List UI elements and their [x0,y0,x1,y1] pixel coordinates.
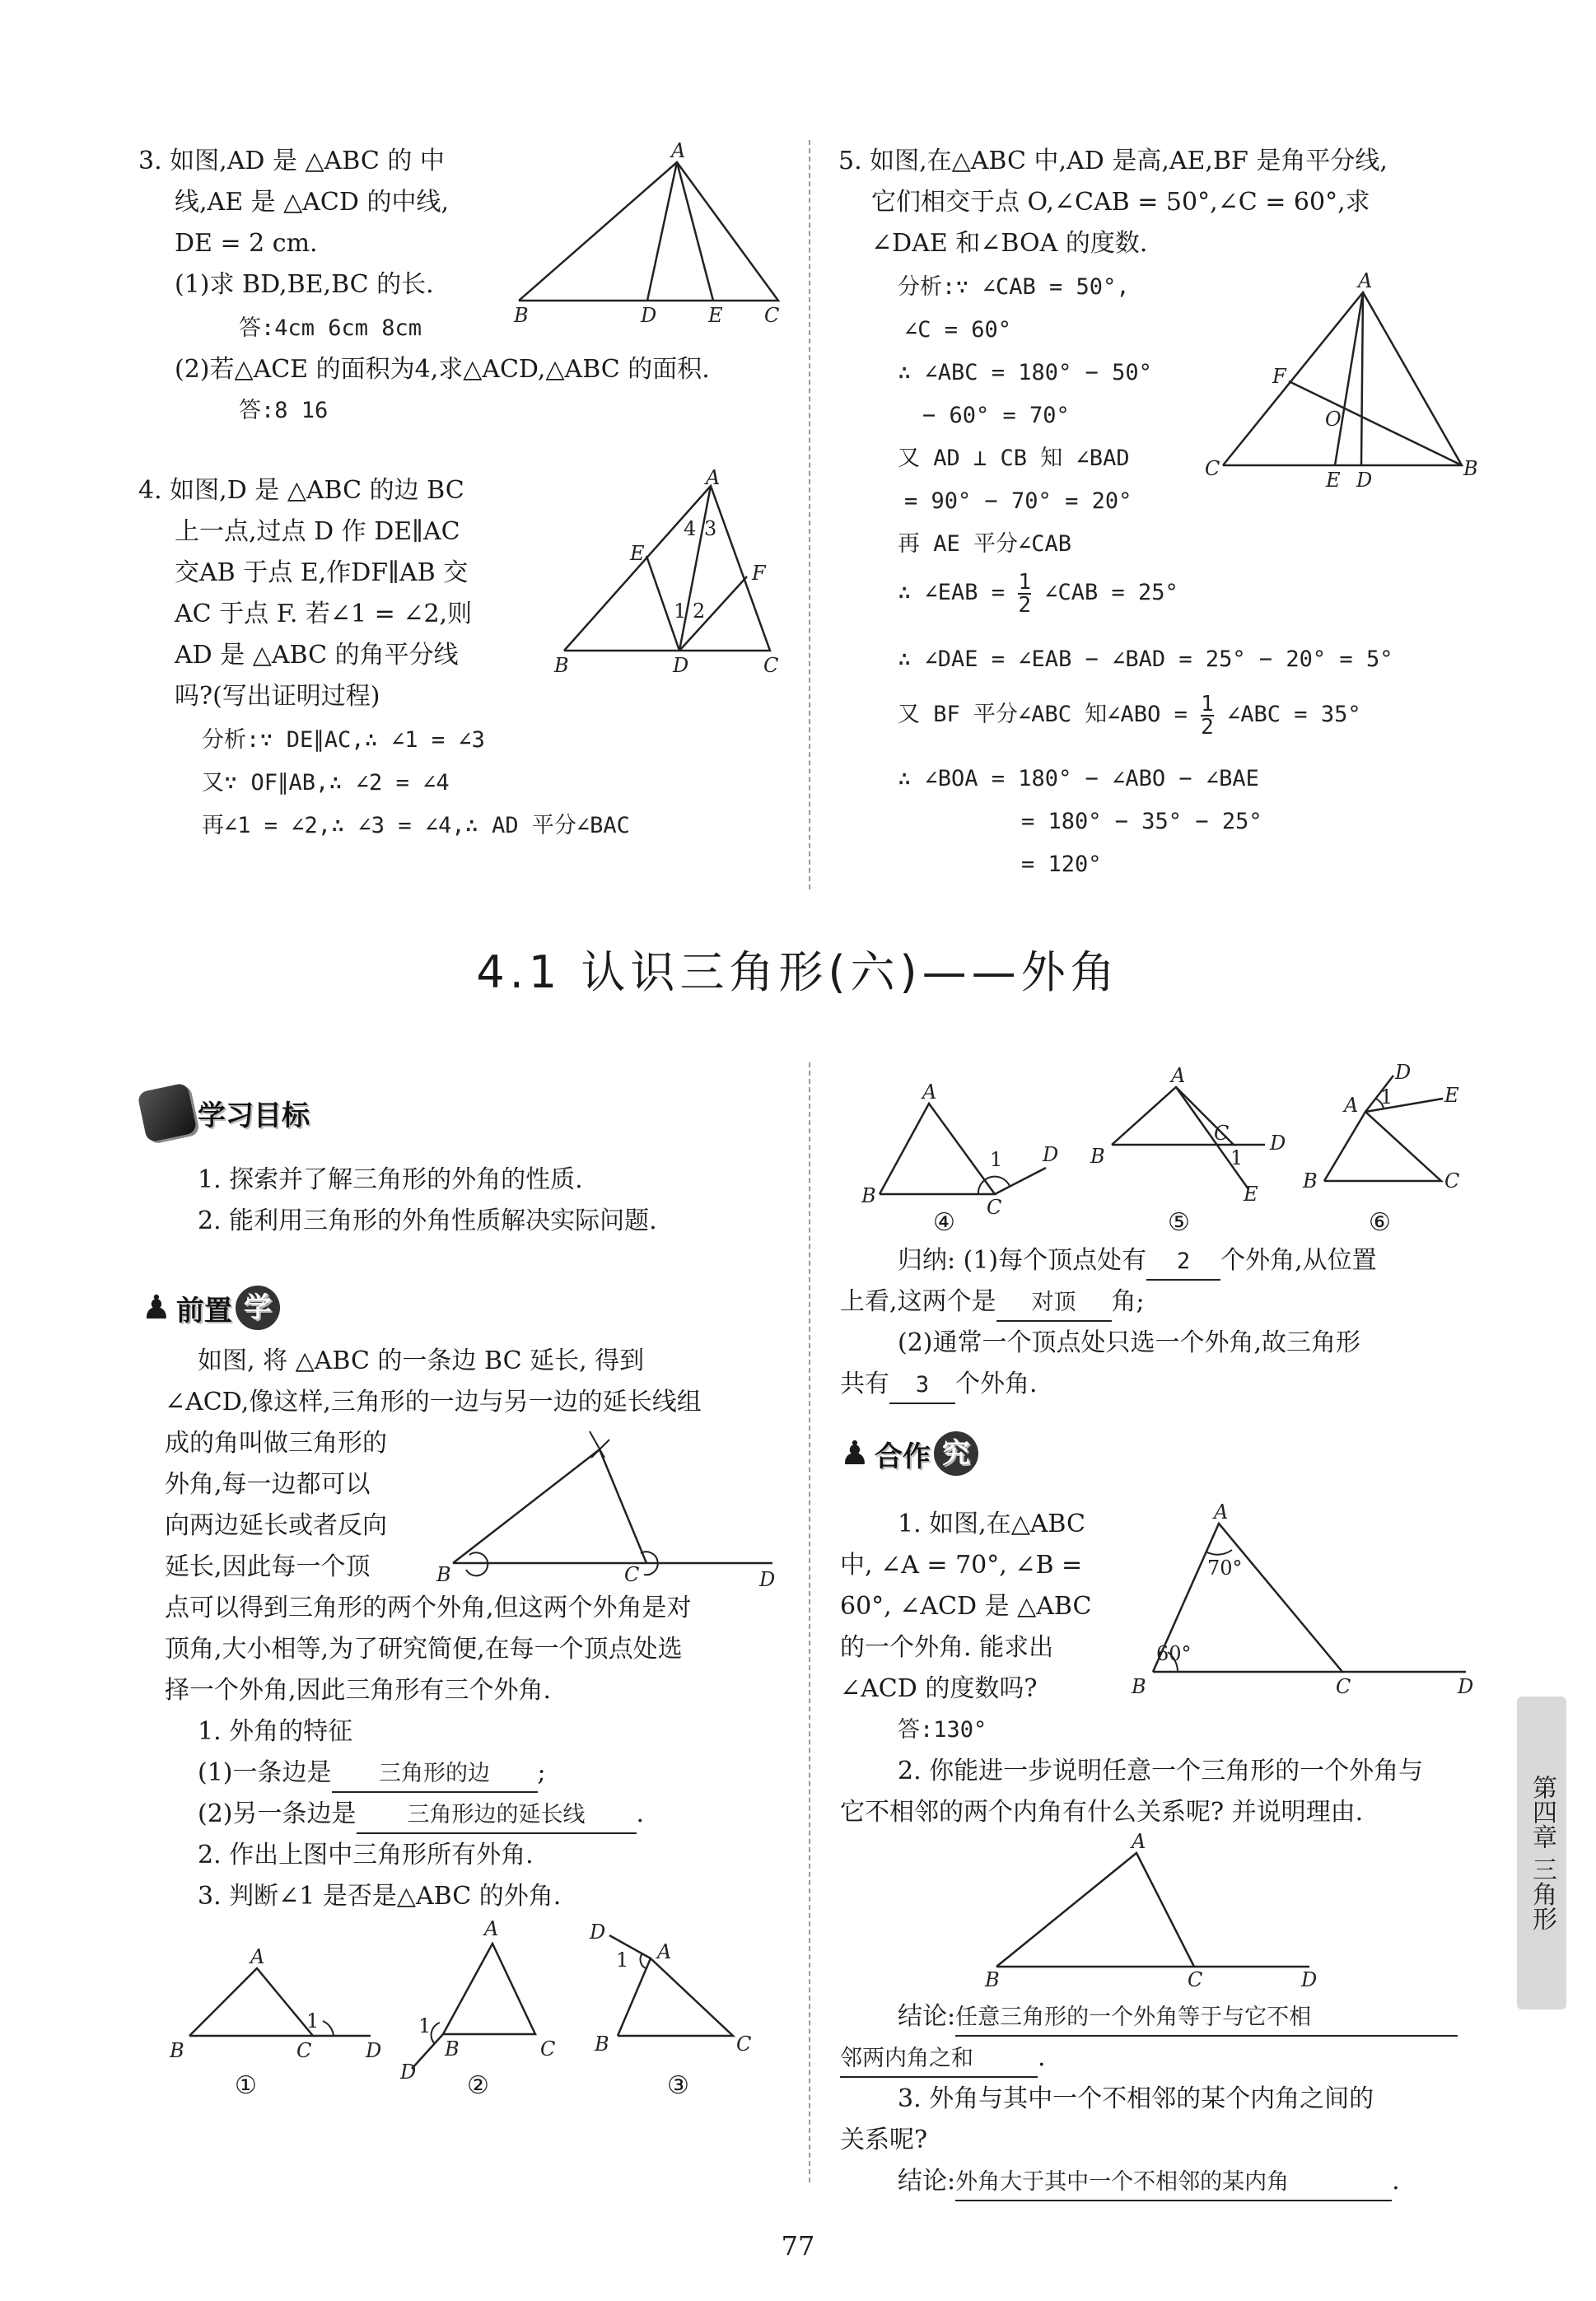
pre-badge [142,1281,280,1335]
figure-icon: ♟ [142,1289,171,1327]
svg-text:A: A [1171,1064,1186,1087]
svg-text:A: A [922,1080,937,1104]
svg-text:C: C [540,2037,556,2061]
coop-q1-figure [1120,1499,1482,1705]
q5-step6: = 90° − 70° = 20° [904,488,1132,514]
coop-q3-line2: 关系呢? [840,2126,928,2154]
q4-analysis1: 分析:∵ DE∥AC,∴ ∠1 = ∠3 [202,727,485,753]
summary-1 [898,1244,1377,1281]
svg-text:C: C [736,2033,752,2056]
svg-text:O: O [1325,408,1342,431]
svg-text:1: 1 [990,1148,1003,1171]
conclusion-2-answer: 外角大于其中一个不相邻的某内角 [955,2165,1392,2201]
feature-2-suffix: . [636,1799,645,1828]
fraction-denominator: 2 [1201,714,1214,740]
page-number: 77 [781,2230,815,2261]
q5-line2: 它们相交于点 O,∠CAB = 50°,∠C = 60°,求 [871,188,1370,217]
goal-1: 1. 探索并了解三角形的外角的性质. [198,1165,583,1194]
svg-text:B: B [1090,1145,1105,1168]
pre-badge-label: 前置 [175,1294,232,1328]
svg-text:C: C [1336,1675,1351,1698]
svg-text:C: C [624,1563,640,1586]
q4-analysis3: 再∠1 = ∠2,∴ ∠3 = ∠4,∴ AD 平分∠BAC [202,813,630,838]
q3-line5: (2)若△ACE 的面积为4,求△ACD,△ABC 的面积. [175,355,710,384]
figure-6-label: ⑥ [1369,1208,1391,1237]
coop-q1-line5: ∠ACD 的度数吗? [840,1674,1038,1703]
q5-step11: ∴ ∠BOA = 180° − ∠ABO − ∠BAE [898,766,1259,791]
svg-text:E: E [1326,469,1341,492]
figure-1-label: ① [235,2071,257,2100]
summary-2-suffix: 角; [1111,1287,1145,1316]
pre-text-1: 如图, 将 △ABC 的一条边 BC 延长, 得到 [198,1347,645,1375]
fraction-denominator: 2 [1018,592,1031,618]
svg-text:C: C [987,1196,1002,1219]
pre-text-7: 点可以得到三角形的两个外角,但这两个外角是对 [165,1594,692,1622]
svg-text:1: 1 [1380,1085,1393,1108]
conclusion-2-suffix: . [1392,2167,1400,2196]
conclusion-1-answer-cont: 邻两内角之和 [840,2042,1038,2078]
pre-text-8: 顶角,大小相等,为了研究简便,在每一个顶点处选 [165,1635,683,1664]
svg-text:D: D [1043,1143,1059,1166]
summary-1-suffix: 个外角,从位置 [1220,1246,1377,1275]
svg-text:C: C [764,304,780,327]
conclusion-2 [898,2164,1400,2201]
svg-text:A: A [1358,269,1373,292]
svg-text:A: A [706,469,721,489]
q4-line4: AC 于点 F. 若∠1 = ∠2,则 [175,600,473,628]
svg-text:70°: 70° [1207,1557,1243,1580]
q5-step8 [898,568,1178,618]
pre-question-3: 3. 判断∠1 是否是△ABC 的外角. [198,1882,562,1911]
q5-line3: ∠DAE 和∠BOA 的度数. [871,229,1148,258]
svg-text:E: E [1244,1183,1258,1206]
svg-text:C: C [1188,1968,1203,1991]
q3-line1: 3. 如图,AD 是 △ABC 的 中 [138,147,445,175]
conclusion-1-prefix: 结论: [898,2002,956,2031]
q3-triangle-figure [502,136,799,334]
svg-text:F: F [1272,365,1286,388]
pre-text-2: ∠ACD,像这样,三角形的一边与另一边的延长线组 [165,1388,702,1417]
svg-text:B: B [1463,457,1478,480]
svg-text:A: A [657,1940,672,1963]
svg-text:B: B [985,1968,1000,1991]
svg-text:1: 1 [674,600,687,623]
svg-text:B: B [514,304,529,327]
q4-line6: 吗?(写出证明过程) [175,682,380,711]
svg-text:A: A [250,1945,265,1968]
summary-2-prefix: 上看,这两个是 [840,1287,996,1316]
coop-q1-line4: 的一个外角. 能求出 [840,1633,1054,1662]
svg-text:C: C [763,654,779,677]
svg-text:E: E [630,542,645,565]
summary-3: (2)通常一个顶点处只选一个外角,故三角形 [898,1328,1361,1357]
q4-line5: AD 是 △ABC 的角平分线 [175,641,459,670]
coop-q1-answer: 答:130° [898,1717,987,1743]
svg-text:1: 1 [306,2009,320,2033]
summary-4 [840,1367,1038,1404]
q4-line1: 4. 如图,D 是 △ABC 的边 BC [138,476,464,505]
q3-line4: (1)求 BD,BE,BC 的长. [175,270,434,299]
q5-step8-fraction [1018,569,1031,618]
q4-line3: 交AB 于点 E,作DF∥AB 交 [175,558,469,587]
cube-icon [137,1082,198,1143]
conclusion-1 [898,2000,1458,2037]
q5-step4: − 60° = 70° [922,403,1070,428]
q5-step10-right: ∠ABC = 35° [1227,702,1361,727]
svg-text:4: 4 [684,517,697,540]
figure-icon: ♟ [840,1435,870,1473]
svg-text:1: 1 [616,1949,629,1972]
q5-step9: ∴ ∠DAE = ∠EAB − ∠BAD = 25° − 20° = 5° [898,646,1393,672]
svg-text:60°: 60° [1156,1642,1192,1665]
summary-2 [840,1285,1145,1322]
figure-5-label: ⑤ [1168,1208,1190,1237]
q5-step12: = 180° − 35° − 25° [1021,809,1262,834]
svg-text:D: D [1356,469,1373,492]
q5-step10-left: 又 BF 平分∠ABC 知∠ABO = [898,702,1188,727]
svg-text:D: D [1395,1062,1412,1084]
fraction-numerator: 1 [1201,691,1214,716]
column-divider-bottom [809,1062,810,2182]
fraction-numerator: 1 [1018,569,1031,595]
svg-text:B: B [861,1184,876,1207]
figure-2 [395,1911,576,2084]
svg-text:F: F [752,562,766,585]
figure-5 [1079,1062,1301,1211]
pre-triangle-figure [428,1425,791,1589]
figure-3 [576,1919,766,2067]
svg-text:A: A [1132,1830,1146,1853]
feature-title: 1. 外角的特征 [198,1717,353,1746]
q3-answer1: 答:4cm 6cm 8cm [239,315,422,341]
summary-4-answer: 3 [889,1368,955,1404]
summary-2-answer: 对顶 [996,1286,1112,1322]
svg-text:D: D [641,304,657,327]
svg-text:D: D [759,1568,776,1589]
svg-text:1: 1 [1230,1146,1244,1169]
svg-text:D: D [400,2061,417,2084]
pre-badge-circle: 学 [236,1286,280,1330]
coop-q1-line3: 60°, ∠ACD 是 △ABC [840,1592,1092,1621]
chapter-side-tab: 第四章 三角形 [1517,1697,1566,2009]
q4-triangle-figure [548,469,795,692]
svg-text:B: B [170,2039,184,2062]
q5-line1: 5. 如图,在△ABC 中,AD 是高,AE,BF 是角平分线, [838,147,1388,175]
svg-text:A: A [671,139,686,162]
svg-text:B: B [445,2037,460,2061]
svg-text:A: A [484,1917,499,1940]
pre-question-2: 2. 作出上图中三角形所有外角. [198,1841,534,1869]
coop-badge-circle: 究 [934,1431,978,1476]
q5-step8-left: ∴ ∠EAB = [898,580,1006,605]
summary-1-answer: 2 [1146,1244,1220,1281]
pre-text-6: 延长,因此每一个顶 [165,1552,371,1581]
q3-line3: DE = 2 cm. [175,229,318,258]
conclusion-2-prefix: 结论: [898,2167,956,2196]
q4-analysis2: 又∵ OF∥AB,∴ ∠2 = ∠4 [202,770,450,796]
coop-q1-line1: 1. 如图,在△ABC [898,1510,1085,1538]
coop-badge [840,1426,978,1481]
svg-text:D: D [1270,1132,1286,1155]
svg-text:D: D [1458,1675,1474,1698]
q5-step8-right: ∠CAB = 25° [1044,580,1178,605]
svg-text:D: D [590,1921,606,1944]
q5-step13: = 120° [1021,852,1102,877]
svg-text:C: C [1214,1122,1230,1145]
summary-4-prefix: 共有 [840,1370,889,1398]
conclusion-1-cont [840,2041,1046,2078]
q5-step5: 又 AD ⊥ CB 知 ∠BAD [898,446,1130,471]
svg-text:3: 3 [704,517,717,540]
figure-4 [856,1079,1071,1219]
svg-text:E: E [1444,1084,1459,1107]
svg-text:B: B [1132,1675,1146,1698]
svg-text:1: 1 [418,2014,432,2037]
svg-text:B: B [554,654,569,677]
coop-q2-line2: 它不相邻的两个内角有什么关系呢? 并说明理由. [840,1798,1364,1827]
coop-q2-line1: 2. 你能进一步说明任意一个三角形的一个外角与 [898,1757,1424,1785]
svg-text:C: C [1444,1169,1460,1193]
q5-step3: ∴ ∠ABC = 180° − 50° [898,360,1152,385]
svg-text:A: A [1344,1094,1359,1117]
feature-1-suffix: ; [537,1758,546,1787]
column-divider-top [809,140,810,889]
svg-text:C: C [1205,457,1220,480]
pre-text-5: 向两边延长或者反向 [165,1511,387,1540]
conclusion-1-suffix: . [1038,2043,1046,2072]
q5-step10-fraction [1201,693,1214,738]
pre-text-4: 外角,每一边都可以 [165,1470,371,1499]
coop-badge-label: 合作 [874,1440,931,1473]
conclusion-1-answer: 任意三角形的一个外角等于与它不相 [955,2000,1458,2037]
q4-line2: 上一点,过点 D 作 DE∥AC [175,517,460,546]
pre-text-9: 择一个外角,因此三角形有三个外角. [165,1676,552,1705]
goals-badge-label: 学习目标 [198,1099,310,1132]
feature-1 [198,1756,546,1793]
feature-2-prefix: (2)另一条边是 [198,1799,357,1828]
svg-text:A: A [1214,1501,1229,1524]
q3-answer2: 答:8 16 [239,398,329,423]
feature-1-answer: 三角形的边 [332,1757,538,1793]
feature-1-prefix: (1)一条边是 [198,1758,332,1787]
section-title: 4.1 认识三角形(六)——外角 [476,946,1120,998]
q5-step7: 再 AE 平分∠CAB [898,531,1072,557]
svg-text:D: D [1301,1968,1318,1991]
figure-2-label: ② [467,2071,489,2100]
figure-3-label: ③ [667,2071,689,2100]
svg-text:C: C [296,2039,312,2062]
coop-q2-figure [972,1828,1334,1993]
coop-q3-line1: 3. 外角与其中一个不相邻的某个内角之间的 [898,2084,1374,2113]
feature-2-answer: 三角形边的延长线 [357,1798,637,1834]
figure-6 [1293,1062,1491,1211]
summary-4-suffix: 个外角. [955,1370,1038,1398]
goal-2: 2. 能利用三角形的外角性质解决实际问题. [198,1207,657,1235]
pre-text-3: 成的角叫做三角形的 [165,1429,387,1458]
svg-text:D: D [366,2039,382,2062]
svg-text:B: B [1303,1169,1318,1193]
svg-text:2: 2 [693,600,706,623]
summary-1-prefix: 归纳: (1)每个顶点处有 [898,1246,1147,1275]
svg-text:D: D [673,654,689,677]
goals-badge [142,1085,310,1140]
svg-text:B: B [436,1563,451,1586]
q5-step10 [898,690,1361,740]
figure-1 [165,1935,412,2075]
q3-line2: 线,AE 是 △ACD 的中线, [175,188,449,217]
svg-text:E: E [708,304,723,327]
svg-text:B: B [595,2033,609,2056]
figure-4-label: ④ [933,1208,955,1237]
q5-step1: 分析:∵ ∠CAB = 50°, [898,274,1130,300]
coop-q1-line2: 中, ∠A = 70°, ∠B = [840,1551,1083,1580]
q5-step2: ∠C = 60° [904,317,1012,343]
feature-2 [198,1797,644,1834]
q5-triangle-figure [1198,268,1478,498]
